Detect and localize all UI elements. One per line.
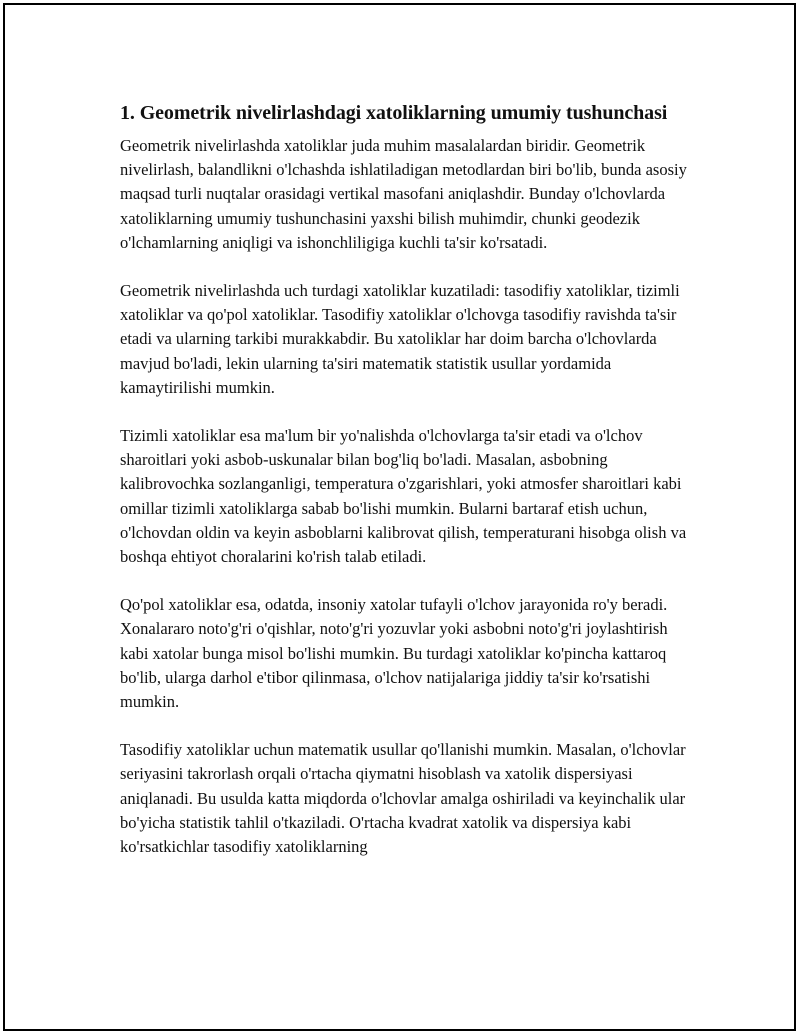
paragraph-random-error-methods: Tasodifiy xatoliklar uchun matematik usullar qo'llanishi mumkin. Masalan, o'lchovlar seriyasini takrorlash orqali o'rtacha qiymatni hisoblash va xatolik dispersiyasi aniqlanadi. Bu usulda katta miqdorda o'lchovlar amalga oshiriladi va keyinchalik ular bo'yicha statistik tahlil o'tkaziladi. O'rtacha kvadrat xatolik va dispersiya kabi ko'rsatkichlar tasodifiy xatoliklarning	[120, 740, 686, 857]
paragraph-systematic-errors: Tizimli xatoliklar esa ma'lum bir yo'nalishda o'lchovlarga ta'sir etadi va o'lchov sharoitlari yoki asbob-uskunalar bilan bog'liq bo'ladi. Masalan, asbobning kalibrovochka sozlanganligi, temperatura o'zgarishlari, yoki atmosfer sharoitlari kabi omillar tizimli xatoliklarga sabab bo'lishi mumkin. Bularni bartaraf etish uchun, o'lchovdan oldin va keyin asboblarni kalibrovat qilish, temperaturani hisobga olish va boshqa ehtiyot choralarini ko'rish talab etiladi.	[120, 426, 687, 567]
section-title: 1. Geometrik nivelirlashdagi xatoliklarning umumiy tushunchasi	[120, 102, 668, 124]
paragraph-gross-errors: Qo'pol xatoliklar esa, odatda, insoniy xatolar tufayli o'lchov jarayonida ro'y beradi. Xonalararo noto'g'ri o'qishlar, noto'g'ri yozuvlar yoki asbobni noto'g'ri joylashtirish kabi xatolar bunga misol bo'lishi mumkin. Bu turdagi xatoliklar ko'pincha kattaroq bo'lib, ularga darhol e'tibor qilinmasa, o'lchov natijalariga jiddiy ta'sir ko'rsatishi mumkin.	[120, 595, 668, 712]
document-body	[120, 100, 695, 883]
paragraph-error-types: Geometrik nivelirlashda uch turdagi xatoliklar kuzatiladi: tasodifiy xatoliklar, tizimli xatoliklar va qo'pol xatoliklar. Tasodifiy xatoliklar o'lchovga tasodifiy ravishda ta'sir etadi va ularning tarkibi murakkabdir. Bu xatoliklar har doim barcha o'lchovlarda mavjud bo'ladi, lekin ularning ta'siri matematik statistik usullar yordamida kamaytirilishi mumkin.	[120, 281, 680, 397]
paragraph-intro: Geometrik nivelirlashda xatoliklar juda muhim masalalardan biridir. Geometrik nivelirlash, balandlikni o'lchashda ishlatiladigan metodlardan biri bo'lib, bunda asosiy maqsad turli nuqtalar orasidagi vertikal masofani aniqlashdir. Bunday o'lchovlarda xatoliklarning umumiy tushunchasini yaxshi bilish muhimdir, chunki geodezik o'lchamlarning aniqligi va ishonchliligiga kuchli ta'sir ko'rsatadi.	[120, 136, 687, 252]
document-page	[3, 3, 796, 1031]
